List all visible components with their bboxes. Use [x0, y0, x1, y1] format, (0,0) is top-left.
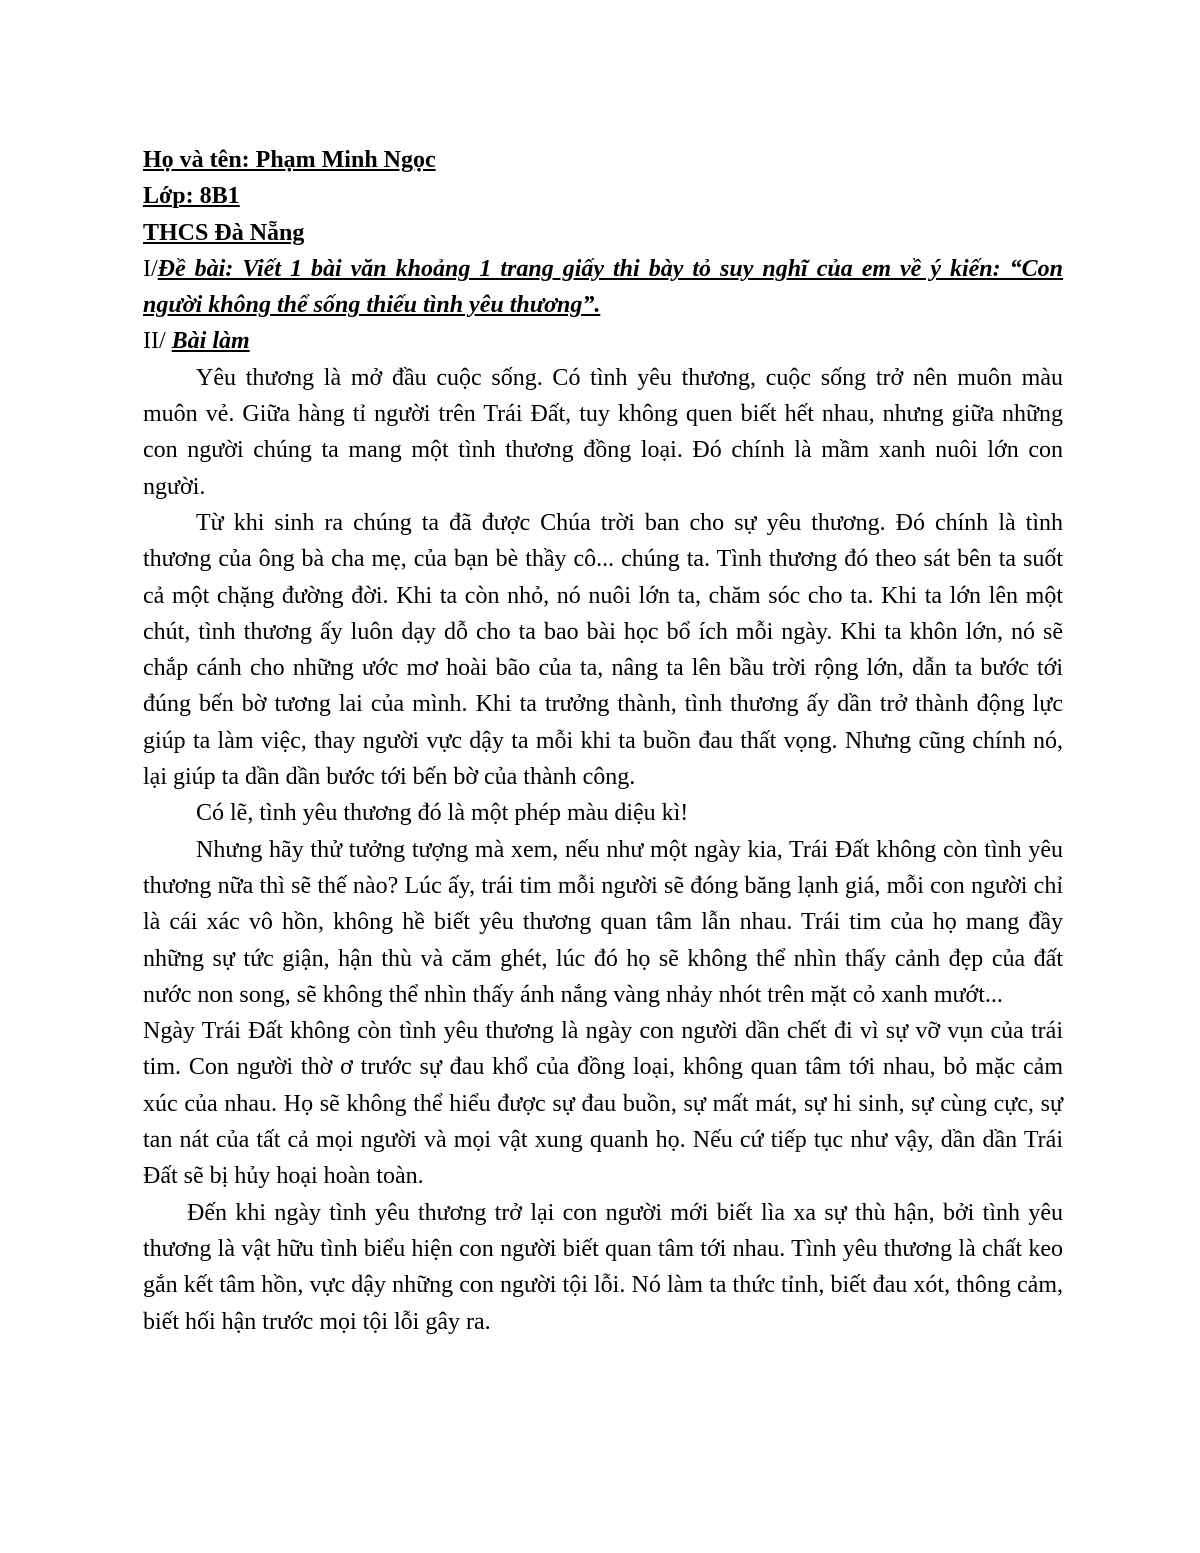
essay-paragraph: Đến khi ngày tình yêu thương trở lại con người mới biết lìa xa sự thù hận, bởi tình yêu thương là vật hữu tình biểu hiện con người biết quan tâm tới nhau. Tình yêu thương là chất keo gắn kết tâm hồn, vực dậy những con người tội lỗi. Nó làm ta thức tỉnh, biết đau xót, thông cảm, biết hối hận trước mọi tội lỗi gây ra.	[143, 1199, 1063, 1335]
essay-paragraph: Yêu thương là mở đầu cuộc sống. Có tình yêu thương, cuộc sống trở nên muôn màu muôn vẻ. Giữa hàng tỉ người trên Trái Đất, tuy không quen biết hết nhau, nhưng giữa những con người chúng ta mang một tình thương đồng loại. Đó chính là mầm xanh nuôi lớn con người.	[143, 364, 1063, 500]
student-name-line: Họ và tên: Phạm Minh Ngọc	[143, 147, 436, 173]
essay-heading	[143, 323, 1063, 359]
school-line: THCS Đà Nẵng	[143, 219, 305, 246]
essay-paragraph: Ngày Trái Đất không còn tình yêu thương là ngày con người dần chết đi vì sự vỡ vụn của trái tim. Con người thờ ơ trước sự đau khổ của đồng loại, không quan tâm tới nhau, bỏ mặc cảm xúc của nhau. Họ sẽ không thể hiểu được sự đau buồn, sự mất mát, sự hi sinh, sự cùng cực, sự tan nát của tất cả mọi người và mọi vật xung quanh họ. Nếu cứ tiếp tục như vậy, dần dần Trái Đất sẽ bị hủy hoại hoàn toàn.	[143, 1018, 1063, 1190]
class-line: Lớp: 8B1	[143, 183, 240, 210]
essay-prompt	[143, 251, 1063, 324]
essay-heading-text: Bài làm	[171, 328, 250, 355]
prompt-text: Đề bài: Viết 1 bài văn khoảng 1 trang giấy thi bày tỏ suy nghĩ của em về ý kiến: “Con người không thể sống thiếu tình yêu thương”.	[143, 255, 1063, 319]
document-page	[143, 142, 1063, 1340]
essay-paragraph: Từ khi sinh ra chúng ta đã được Chúa trời ban cho sự yêu thương. Đó chính là tình thương của ông bà cha mẹ, của bạn bè thầy cô... chúng ta. Tình thương đó theo sát bên ta suốt cả một chặng đường đời. Khi ta còn nhỏ, nó nuôi lớn ta, chăm sóc cho ta. Khi ta lớn lên một chút, tình thương ấy luôn dạy dỗ cho ta bao bài học bổ ích mỗi ngày. Khi ta khôn lớn, nó sẽ chắp cánh cho những ước mơ hoài bão của ta, nâng ta lên bầu trời rộng lớn, dẫn ta bước tới đúng bến bờ tương lai của mình. Khi ta trưởng thành, tình thương ấy dần trở thành động lực giúp ta làm việc, thay người vực dậy ta mỗi khi ta buồn đau thất vọng. Nhưng cũng chính nó, lại giúp ta dần dần bước tới bến bờ của thành công.	[143, 509, 1063, 791]
essay-paragraph: Nhưng hãy thử tưởng tượng mà xem, nếu như một ngày kia, Trái Đất không còn tình yêu thương nữa thì sẽ thế nào? Lúc ấy, trái tim mỗi người sẽ đóng băng lạnh giá, mỗi con người chỉ là cái xác vô hồn, không hề biết yêu thương quan tâm lẫn nhau. Trái tim của họ mang đầy những sự tức giận, hận thù và căm ghét, lúc đó họ sẽ không thể nhìn thấy cảnh đẹp của đất nước non song, sẽ không thể nhìn thấy ánh nắng vàng nhảy nhót trên mặt cỏ xanh mướt...	[143, 836, 1063, 1008]
essay-paragraph: Có lẽ, tình yêu thương đó là một phép màu diệu kì!	[196, 800, 689, 827]
prompt-prefix: I/	[143, 255, 158, 282]
essay-heading-prefix: II/	[143, 328, 172, 355]
